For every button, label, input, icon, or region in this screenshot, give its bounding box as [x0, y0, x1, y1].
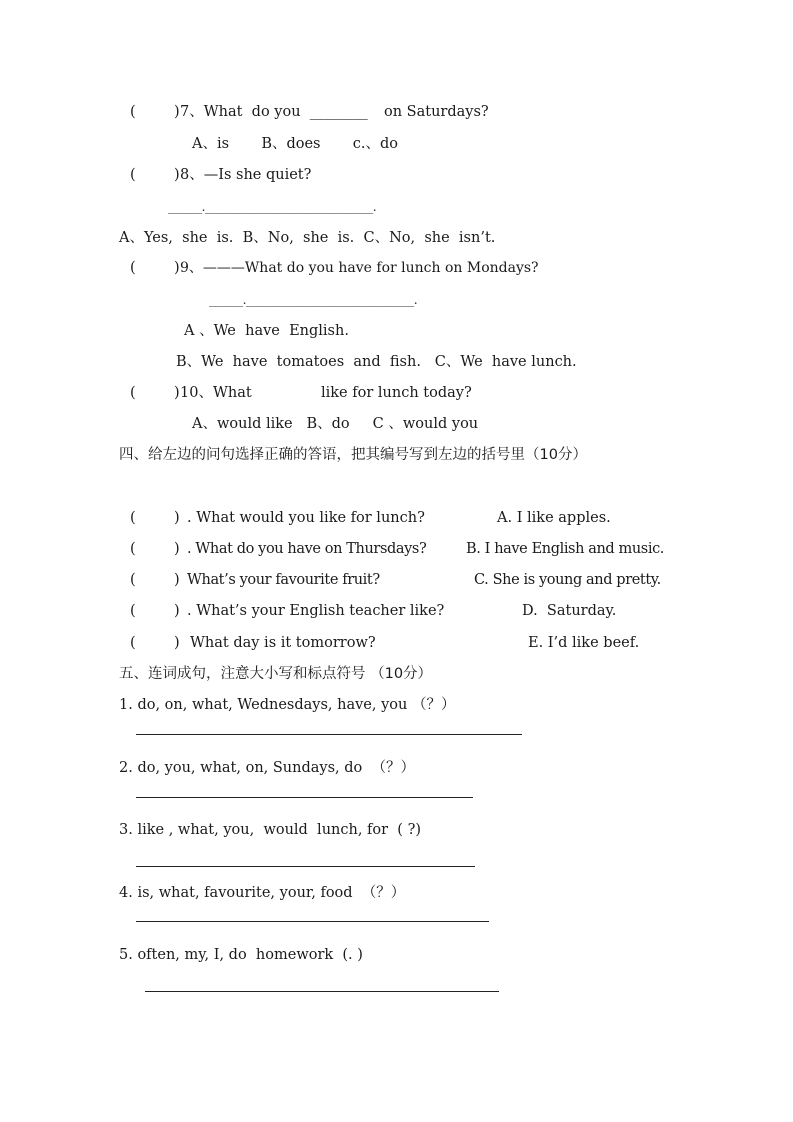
q8-answer-blank[interactable]: ______.______________________________. [168, 200, 377, 214]
section5-heading: 五、连词成句，注意大小写和标点符号 （10分） [119, 666, 433, 682]
q9-answer-blank[interactable]: ______.______________________________. [209, 293, 418, 307]
q7-paren-open[interactable]: ( [130, 104, 136, 120]
order-item-3-answer-line[interactable] [136, 866, 475, 867]
order-item-4: 4. is, what, favourite, your, food （？） [119, 885, 406, 901]
q9-paren-close: ) [174, 260, 180, 276]
order-item-3: 3. like , what, you, would lunch, for ( ?) [119, 822, 421, 838]
order-item-1: 1. do, on, what, Wednesdays, have, you （？） [119, 697, 456, 713]
q7-prompt: 7、What do you ________ [180, 104, 368, 120]
match-row-5-paren-open[interactable]: ( [130, 635, 136, 651]
match-row-5-answer: E. I’d like beef. [528, 635, 640, 651]
match-row-2-question: . What do you have on Thursdays? [187, 541, 427, 557]
q9-prompt: 9、———What do you have for lunch on Mondays? [180, 260, 539, 276]
match-row-3-question: What’s your favourite fruit? [187, 572, 380, 588]
order-item-5-answer-line[interactable] [145, 991, 499, 992]
order-item-2: 2. do, you, what, on, Sundays, do （？） [119, 760, 415, 776]
q7-prompt-end: on Saturdays? [384, 104, 489, 120]
q10-paren-open[interactable]: ( [130, 385, 136, 401]
q8-prompt: 8、—Is she quiet? [180, 167, 312, 183]
q10-prompt-end: like for lunch today? [321, 385, 472, 401]
q8-paren-close: ) [174, 167, 180, 183]
match-row-5-paren-close: ) [174, 635, 180, 651]
q9-paren-open[interactable]: ( [130, 260, 136, 276]
match-row-3-paren-open[interactable]: ( [130, 572, 136, 588]
match-row-3-paren-close: ) [174, 572, 180, 588]
match-row-4-paren-close: ) [174, 603, 180, 619]
q8-paren-open[interactable]: ( [130, 167, 136, 183]
match-row-3-answer: C. She is young and pretty. [474, 572, 661, 588]
q9-option-a: A 、We have English. [184, 323, 349, 339]
match-row-4-answer: D. Saturday. [522, 603, 617, 619]
order-item-2-answer-line[interactable] [136, 797, 473, 798]
match-row-5-question: What day is it tomorrow? [190, 635, 376, 651]
q7-options: A、is B、does c.、do [192, 136, 399, 152]
order-item-4-answer-line[interactable] [136, 921, 489, 922]
match-row-4-question: . What’s your English teacher like? [187, 603, 445, 619]
match-row-1-question: . What would you like for lunch? [187, 510, 425, 526]
q10-paren-close: ) [174, 385, 180, 401]
q9-options-bc: B、We have tomatoes and fish. C、We have lunch. [176, 354, 577, 370]
match-row-2-answer: B. I have English and music. [466, 541, 665, 557]
match-row-2-paren-close: ) [174, 541, 180, 557]
q8-options: A、Yes, she is. B、No, she is. C、No, she isn’t. [119, 230, 496, 246]
match-row-1-answer: A. I like apples. [497, 510, 611, 526]
match-row-2-paren-open[interactable]: ( [130, 541, 136, 557]
match-row-1-paren-close: ) [174, 510, 180, 526]
order-item-5: 5. often, my, I, do homework (. ) [119, 947, 363, 963]
order-item-1-answer-line[interactable] [136, 734, 522, 735]
section4-heading: 四、给左边的问句选择正确的答语，把其编号写到左边的括号里（10分） [119, 447, 587, 463]
match-row-1-paren-open[interactable]: ( [130, 510, 136, 526]
q10-prompt: 10、What [180, 385, 252, 401]
q10-options: A、would like B、do C 、would you [192, 416, 479, 432]
match-row-4-paren-open[interactable]: ( [130, 603, 136, 619]
q7-paren-close: ) [174, 104, 180, 120]
